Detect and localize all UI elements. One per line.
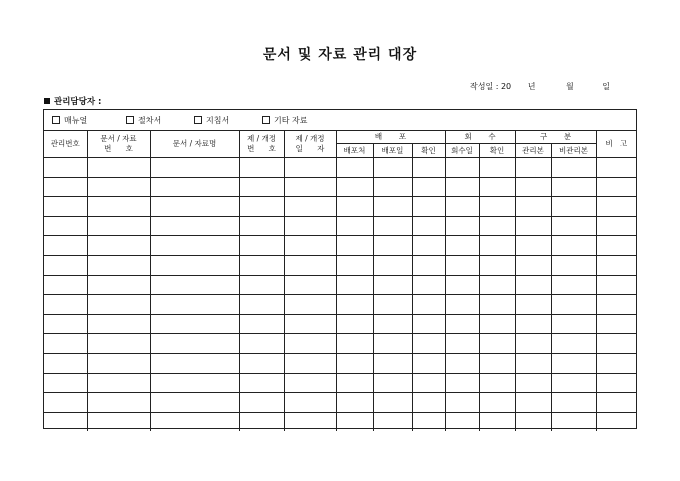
table-cell[interactable] bbox=[150, 158, 239, 178]
table-cell[interactable] bbox=[87, 197, 150, 217]
table-cell[interactable] bbox=[336, 393, 373, 413]
table-cell[interactable] bbox=[515, 334, 551, 354]
table-cell[interactable] bbox=[445, 216, 479, 236]
table-cell[interactable] bbox=[44, 412, 87, 431]
table-cell[interactable] bbox=[44, 353, 87, 373]
table-cell[interactable] bbox=[551, 236, 596, 256]
table-cell[interactable] bbox=[373, 353, 412, 373]
table-cell[interactable] bbox=[87, 295, 150, 315]
document-type-row bbox=[44, 110, 636, 131]
table-cell[interactable] bbox=[412, 216, 445, 236]
table-cell[interactable] bbox=[412, 197, 445, 217]
table-cell[interactable] bbox=[515, 412, 551, 431]
table-row bbox=[44, 275, 636, 295]
table-cell[interactable] bbox=[445, 295, 479, 315]
table-cell[interactable] bbox=[284, 158, 336, 178]
table-cell[interactable] bbox=[479, 236, 515, 256]
page-title: 문서 및 자료 관리 대장 bbox=[262, 47, 418, 63]
table-cell[interactable] bbox=[412, 412, 445, 431]
day-label: 일 bbox=[602, 82, 610, 91]
table-cell[interactable] bbox=[596, 236, 636, 256]
table-cell[interactable] bbox=[445, 334, 479, 354]
table-cell[interactable] bbox=[373, 236, 412, 256]
table-cell[interactable] bbox=[336, 275, 373, 295]
table-cell[interactable] bbox=[479, 393, 515, 413]
table-cell[interactable] bbox=[479, 314, 515, 334]
table-cell[interactable] bbox=[412, 295, 445, 315]
table-cell[interactable] bbox=[87, 236, 150, 256]
table-cell[interactable] bbox=[284, 412, 336, 431]
table-cell[interactable] bbox=[596, 275, 636, 295]
table-row bbox=[44, 158, 636, 178]
table-row bbox=[44, 353, 636, 373]
date-line bbox=[470, 81, 640, 92]
table-cell[interactable] bbox=[239, 353, 284, 373]
table-cell[interactable] bbox=[596, 216, 636, 236]
table-row bbox=[44, 334, 636, 354]
table-cell[interactable] bbox=[239, 216, 284, 236]
table-cell[interactable] bbox=[373, 373, 412, 393]
table-cell[interactable] bbox=[445, 197, 479, 217]
table-row bbox=[44, 255, 636, 275]
table-cell[interactable] bbox=[44, 197, 87, 217]
table-cell[interactable] bbox=[239, 255, 284, 275]
table-cell[interactable] bbox=[336, 255, 373, 275]
table-cell[interactable] bbox=[596, 353, 636, 373]
table-cell[interactable] bbox=[336, 295, 373, 315]
table-cell[interactable] bbox=[87, 393, 150, 413]
table-cell[interactable] bbox=[44, 177, 87, 197]
checkbox-icon[interactable] bbox=[126, 116, 134, 124]
table-cell[interactable] bbox=[479, 295, 515, 315]
table-cell[interactable] bbox=[515, 197, 551, 217]
table-cell[interactable] bbox=[596, 177, 636, 197]
table-cell[interactable] bbox=[44, 373, 87, 393]
table-cell[interactable] bbox=[373, 197, 412, 217]
ledger-table bbox=[44, 130, 636, 431]
table-cell[interactable] bbox=[284, 314, 336, 334]
table-cell[interactable] bbox=[479, 334, 515, 354]
table-cell[interactable] bbox=[87, 334, 150, 354]
table-cell[interactable] bbox=[412, 353, 445, 373]
header-recall-confirm: 확인 bbox=[479, 144, 515, 158]
year-label: 년 bbox=[527, 82, 536, 91]
table-cell[interactable] bbox=[150, 197, 239, 217]
table-cell[interactable] bbox=[596, 197, 636, 217]
table-cell[interactable] bbox=[284, 373, 336, 393]
table-cell[interactable] bbox=[479, 373, 515, 393]
table-cell[interactable] bbox=[412, 158, 445, 178]
table-cell[interactable] bbox=[479, 216, 515, 236]
checkbox-other[interactable]: 기타 자료 bbox=[262, 115, 307, 126]
table-cell[interactable] bbox=[150, 373, 239, 393]
table-cell[interactable] bbox=[44, 295, 87, 315]
table-cell[interactable] bbox=[87, 158, 150, 178]
table-cell[interactable] bbox=[336, 314, 373, 334]
table-cell[interactable] bbox=[150, 275, 239, 295]
table-row bbox=[44, 314, 636, 334]
header-remarks: 비 고 bbox=[596, 130, 636, 158]
table-cell[interactable] bbox=[551, 197, 596, 217]
table-cell[interactable] bbox=[150, 295, 239, 315]
table-cell[interactable] bbox=[44, 216, 87, 236]
table-row bbox=[44, 412, 636, 431]
table-cell[interactable] bbox=[445, 177, 479, 197]
header-uncontrolled: 비관리본 bbox=[551, 144, 596, 158]
table-cell[interactable] bbox=[336, 412, 373, 431]
table-cell[interactable] bbox=[336, 353, 373, 373]
table-row bbox=[44, 236, 636, 256]
table-row bbox=[44, 373, 636, 393]
table-cell[interactable] bbox=[515, 236, 551, 256]
table-cell[interactable] bbox=[445, 393, 479, 413]
header-dist-confirm: 확인 bbox=[412, 144, 445, 158]
table-cell[interactable] bbox=[515, 177, 551, 197]
table-cell[interactable] bbox=[87, 177, 150, 197]
table-cell[interactable] bbox=[479, 412, 515, 431]
table-cell[interactable] bbox=[44, 255, 87, 275]
table-cell[interactable] bbox=[284, 177, 336, 197]
header-dist-to: 배포처 bbox=[336, 144, 373, 158]
table-cell[interactable] bbox=[551, 275, 596, 295]
table-row bbox=[44, 216, 636, 236]
checkbox-icon[interactable] bbox=[52, 116, 60, 124]
table-cell[interactable] bbox=[239, 158, 284, 178]
header-dist-date: 배포일 bbox=[373, 144, 412, 158]
header-rev-no: 제 / 개정 번 호 bbox=[239, 130, 284, 158]
table-row bbox=[44, 393, 636, 413]
table-cell[interactable] bbox=[551, 158, 596, 178]
manager-line bbox=[44, 95, 101, 107]
table-cell[interactable] bbox=[479, 177, 515, 197]
table-cell[interactable] bbox=[284, 216, 336, 236]
table-cell[interactable] bbox=[239, 314, 284, 334]
table-cell[interactable] bbox=[336, 177, 373, 197]
table-cell[interactable] bbox=[239, 236, 284, 256]
table-cell[interactable] bbox=[479, 275, 515, 295]
table-cell[interactable] bbox=[87, 216, 150, 236]
table-cell[interactable] bbox=[551, 314, 596, 334]
table-cell[interactable] bbox=[44, 158, 87, 178]
table-cell[interactable] bbox=[445, 158, 479, 178]
table-cell[interactable] bbox=[373, 177, 412, 197]
table-cell[interactable] bbox=[284, 334, 336, 354]
table-cell[interactable] bbox=[515, 373, 551, 393]
table-cell[interactable] bbox=[284, 197, 336, 217]
table-row bbox=[44, 177, 636, 197]
table-cell[interactable] bbox=[551, 373, 596, 393]
table-cell[interactable] bbox=[551, 177, 596, 197]
table-cell[interactable] bbox=[445, 314, 479, 334]
table-cell[interactable] bbox=[284, 393, 336, 413]
table-cell[interactable] bbox=[596, 255, 636, 275]
table-cell[interactable] bbox=[239, 334, 284, 354]
checkbox-procedure[interactable]: 절차서 bbox=[126, 115, 161, 126]
table-cell[interactable] bbox=[150, 412, 239, 431]
table-cell[interactable] bbox=[336, 236, 373, 256]
manager-label: 관리담당자 : bbox=[54, 97, 102, 107]
table-cell[interactable] bbox=[412, 177, 445, 197]
table-cell[interactable] bbox=[551, 334, 596, 354]
table-cell[interactable] bbox=[412, 314, 445, 334]
table-cell[interactable] bbox=[479, 158, 515, 178]
table-cell[interactable] bbox=[515, 255, 551, 275]
table-cell[interactable] bbox=[373, 393, 412, 413]
table-cell[interactable] bbox=[412, 255, 445, 275]
checkbox-guideline[interactable]: 지침서 bbox=[194, 115, 229, 126]
checkbox-icon[interactable] bbox=[194, 116, 202, 124]
table-cell[interactable] bbox=[596, 373, 636, 393]
table-cell[interactable] bbox=[515, 295, 551, 315]
table-cell[interactable] bbox=[284, 236, 336, 256]
table-cell[interactable] bbox=[412, 334, 445, 354]
month-label: 월 bbox=[565, 82, 574, 91]
date-label: 작성일 : 20 bbox=[470, 82, 512, 91]
table-cell[interactable] bbox=[373, 334, 412, 354]
table-cell[interactable] bbox=[284, 255, 336, 275]
table-cell[interactable] bbox=[479, 353, 515, 373]
table-cell[interactable] bbox=[87, 373, 150, 393]
table-cell[interactable] bbox=[150, 334, 239, 354]
table-cell[interactable] bbox=[239, 295, 284, 315]
table-cell[interactable] bbox=[150, 314, 239, 334]
table-cell[interactable] bbox=[336, 158, 373, 178]
table-cell[interactable] bbox=[373, 255, 412, 275]
table-cell[interactable] bbox=[515, 158, 551, 178]
table-cell[interactable] bbox=[336, 334, 373, 354]
header-distribution: 배 포 bbox=[336, 130, 445, 144]
table-cell[interactable] bbox=[551, 412, 596, 431]
table-cell[interactable] bbox=[150, 255, 239, 275]
table-cell[interactable] bbox=[445, 236, 479, 256]
table-cell[interactable] bbox=[596, 314, 636, 334]
table-row bbox=[44, 295, 636, 315]
table-cell[interactable] bbox=[44, 236, 87, 256]
table-cell[interactable] bbox=[445, 353, 479, 373]
table-cell[interactable] bbox=[445, 373, 479, 393]
table-cell[interactable] bbox=[479, 255, 515, 275]
table-cell[interactable] bbox=[44, 393, 87, 413]
table-cell[interactable] bbox=[445, 412, 479, 431]
table-cell[interactable] bbox=[412, 275, 445, 295]
table-cell[interactable] bbox=[44, 334, 87, 354]
header-recall: 회 수 bbox=[445, 130, 515, 144]
table-cell[interactable] bbox=[284, 353, 336, 373]
table-cell[interactable] bbox=[336, 216, 373, 236]
table-cell[interactable] bbox=[239, 412, 284, 431]
header-recall-date: 회수일 bbox=[445, 144, 479, 158]
table-cell[interactable] bbox=[373, 216, 412, 236]
table-cell[interactable] bbox=[150, 236, 239, 256]
table-cell[interactable] bbox=[150, 353, 239, 373]
square-bullet-icon bbox=[44, 98, 50, 104]
table-cell[interactable] bbox=[373, 412, 412, 431]
table-cell[interactable] bbox=[596, 334, 636, 354]
table-cell[interactable] bbox=[373, 158, 412, 178]
table-cell[interactable] bbox=[479, 197, 515, 217]
header-rev-date: 제 / 개정 일 자 bbox=[284, 130, 336, 158]
table-cell[interactable] bbox=[412, 373, 445, 393]
table-row bbox=[44, 197, 636, 217]
table-cell[interactable] bbox=[515, 393, 551, 413]
header-doc-name: 문서 / 자료명 bbox=[150, 130, 239, 158]
table-cell[interactable] bbox=[515, 216, 551, 236]
table-cell[interactable] bbox=[445, 255, 479, 275]
table-cell[interactable] bbox=[596, 295, 636, 315]
ledger-sheet bbox=[43, 109, 637, 429]
table-cell[interactable] bbox=[445, 275, 479, 295]
table-cell[interactable] bbox=[44, 314, 87, 334]
table-cell[interactable] bbox=[239, 177, 284, 197]
table-cell[interactable] bbox=[336, 373, 373, 393]
ledger-body bbox=[44, 158, 636, 432]
header-controlled: 관리본 bbox=[515, 144, 551, 158]
table-cell[interactable] bbox=[44, 275, 87, 295]
table-cell[interactable] bbox=[239, 393, 284, 413]
table-cell[interactable] bbox=[239, 373, 284, 393]
table-cell[interactable] bbox=[551, 393, 596, 413]
table-cell[interactable] bbox=[596, 393, 636, 413]
checkbox-icon[interactable] bbox=[262, 116, 270, 124]
table-cell[interactable] bbox=[373, 314, 412, 334]
header-category: 구 분 bbox=[515, 130, 596, 144]
table-cell[interactable] bbox=[551, 216, 596, 236]
table-cell[interactable] bbox=[412, 236, 445, 256]
table-cell[interactable] bbox=[87, 255, 150, 275]
table-cell[interactable] bbox=[373, 295, 412, 315]
table-cell[interactable] bbox=[239, 275, 284, 295]
table-cell[interactable] bbox=[336, 197, 373, 217]
table-cell[interactable] bbox=[551, 295, 596, 315]
table-cell[interactable] bbox=[515, 353, 551, 373]
table-cell[interactable] bbox=[596, 158, 636, 178]
table-cell[interactable] bbox=[412, 393, 445, 413]
table-cell[interactable] bbox=[150, 177, 239, 197]
table-cell[interactable] bbox=[87, 353, 150, 373]
table-cell[interactable] bbox=[87, 275, 150, 295]
table-cell[interactable] bbox=[515, 314, 551, 334]
table-cell[interactable] bbox=[551, 255, 596, 275]
checkbox-manual[interactable]: 매뉴얼 bbox=[52, 115, 87, 126]
table-cell[interactable] bbox=[239, 197, 284, 217]
table-cell[interactable] bbox=[87, 314, 150, 334]
table-cell[interactable] bbox=[551, 353, 596, 373]
table-cell[interactable] bbox=[87, 412, 150, 431]
table-cell[interactable] bbox=[515, 275, 551, 295]
table-cell[interactable] bbox=[596, 412, 636, 431]
table-cell[interactable] bbox=[150, 393, 239, 413]
table-cell[interactable] bbox=[284, 295, 336, 315]
table-cell[interactable] bbox=[373, 275, 412, 295]
header-mgmt-no: 관리번호 bbox=[44, 130, 87, 158]
header-doc-no: 문서 / 자료 번 호 bbox=[87, 130, 150, 158]
table-cell[interactable] bbox=[284, 275, 336, 295]
table-cell[interactable] bbox=[150, 216, 239, 236]
